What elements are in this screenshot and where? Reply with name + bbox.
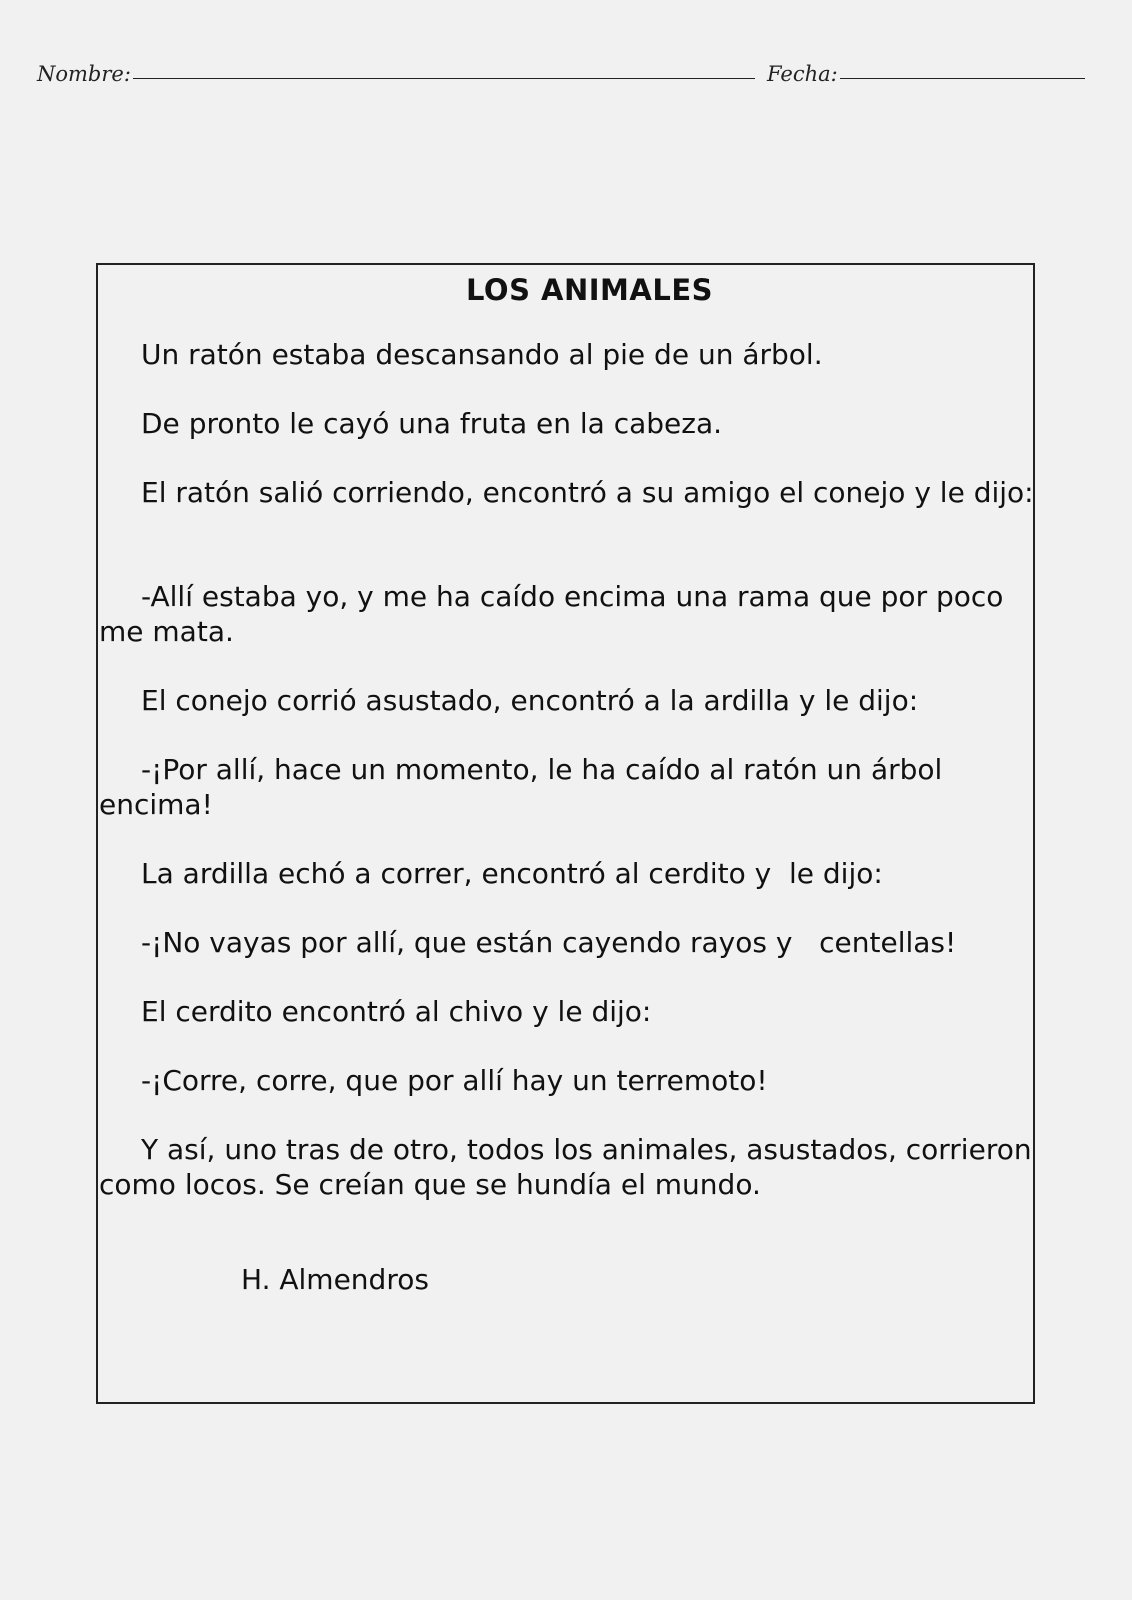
- story-paragraph: -¡No vayas por allí, que están cayendo rayos y centellas!: [141, 926, 957, 959]
- story-paragraph: El cerdito encontró al chivo y le dijo:: [141, 995, 652, 1028]
- fecha-row: [767, 52, 1085, 86]
- fecha-label: Fecha:: [767, 62, 838, 86]
- fecha-blank-line[interactable]: [840, 78, 1085, 79]
- nombre-blank-line[interactable]: [133, 78, 755, 79]
- story-paragraph: El ratón salió corriendo, encontró a su amigo el conejo y le dijo:: [141, 476, 1034, 509]
- story-paragraph: -¡Corre, corre, que por allí hay un terremoto!: [141, 1064, 768, 1097]
- nombre-label: Nombre:: [37, 62, 131, 86]
- story-author: H. Almendros: [241, 1263, 429, 1296]
- story-paragraph: Y así, uno tras de otro, todos los animales, asustados, corrieron como locos. Se creían que se hundía el mundo.: [99, 1133, 1041, 1201]
- story-paragraph: Un ratón estaba descansando al pie de un árbol.: [141, 338, 823, 371]
- story-box: [96, 263, 1041, 1404]
- story-title: LOS ANIMALES: [465, 273, 714, 307]
- story-paragraph: -Allí estaba yo, y me ha caído encima una rama que por poco me mata.: [99, 580, 1013, 648]
- nombre-row: [37, 52, 755, 86]
- story-paragraph: La ardilla echó a correr, encontró al cerdito y le dijo:: [141, 857, 883, 890]
- story-paragraph: El conejo corrió asustado, encontró a la ardilla y le dijo:: [141, 684, 919, 717]
- story-paragraph: De pronto le cayó una fruta en la cabeza.: [141, 407, 723, 440]
- story-paragraph: -¡Por allí, hace un momento, le ha caído al ratón un árbol encima!: [99, 753, 952, 821]
